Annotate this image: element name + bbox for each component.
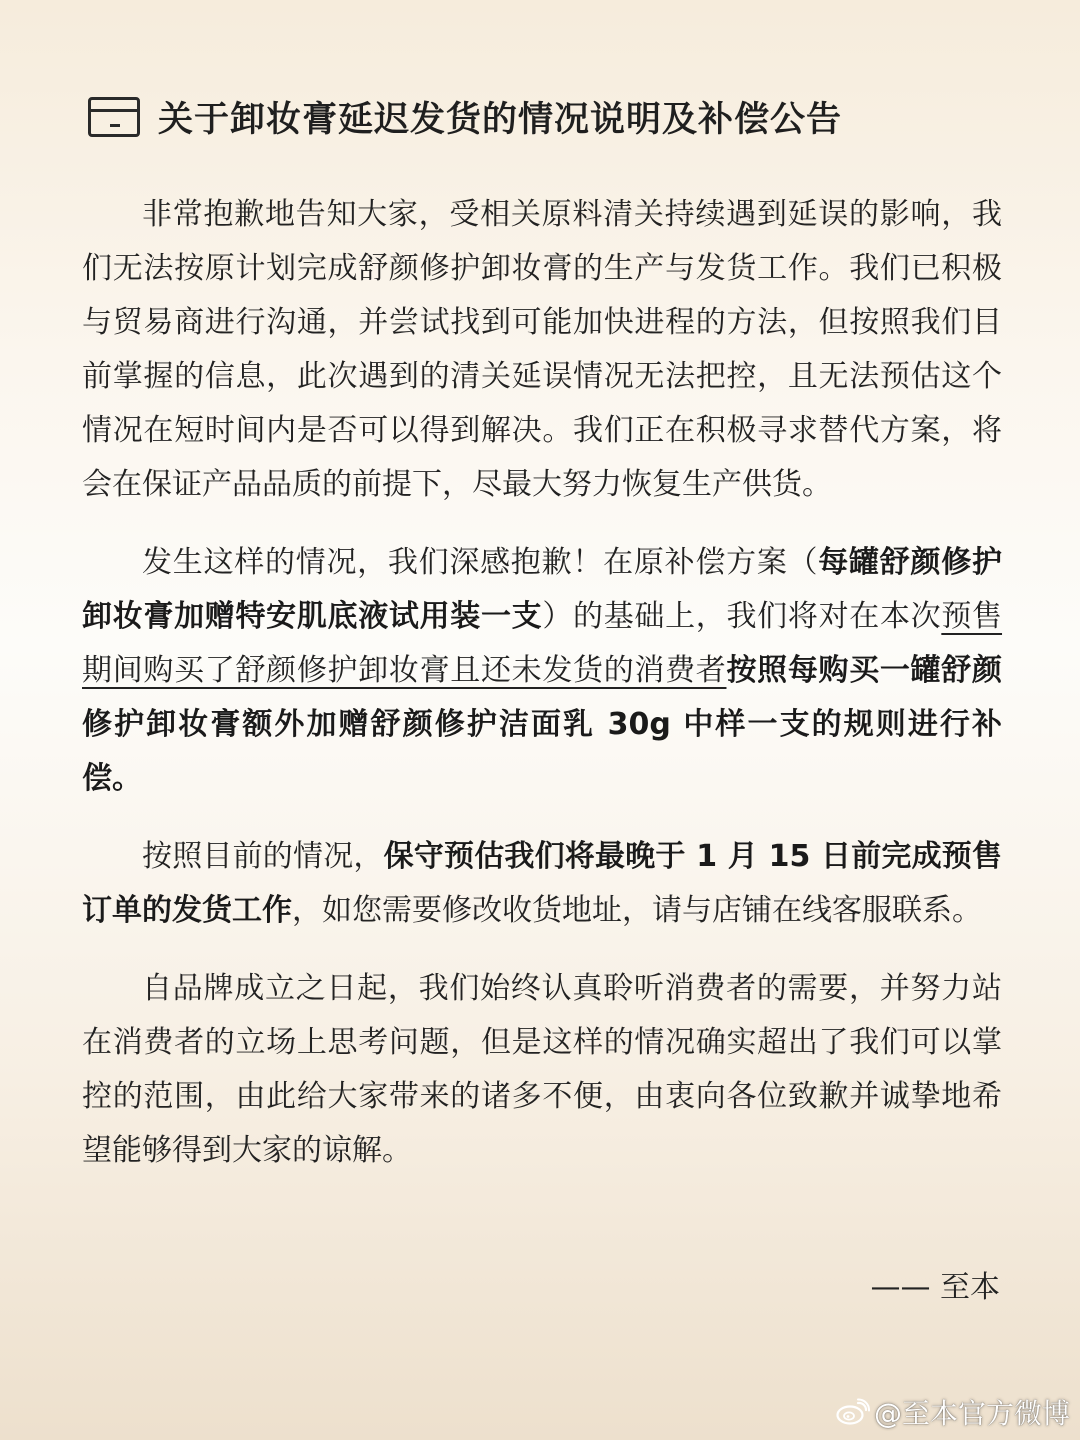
- announcement-body: [82, 188, 1002, 1178]
- original-compensation-text: 每罐舒颜修护卸妆膏加赠特安肌底液试用装一支: [82, 545, 1003, 634]
- paragraph-shipping: [82, 830, 1002, 938]
- weibo-icon: [836, 1398, 870, 1426]
- extra-compensation-text: 按照每购买一罐舒颜修护卸妆膏额外加赠舒颜修护洁面乳 30g 中样一支的规则进行补偿。: [82, 653, 1003, 796]
- page-title: 关于卸妆膏延迟发货的情况说明及补偿公告: [158, 100, 843, 140]
- watermark-text: @至本官方微博: [873, 1397, 1070, 1430]
- paragraph-apology: 非常抱歉地告知大家，受相关原料清关持续遇到延误的影响，我们无法按原计划完成舒颜修护卸妆膏的生产与发货工作。我们已积极与贸易商进行沟通，并尝试找到可能加快进程的方法，但按照我们目前掌握的信息，此次遇到的清关延误情况无法把控，且无法预估这个情况在短时间内是否可以得到解决。我们正在积极寻求替代方案，将会在保证产品品质的前提下，尽最大努力恢复生产供货。: [82, 197, 1002, 502]
- eligible-customers-text: 预售期间购买了舒颜修护卸妆膏且还未发货的消费者: [82, 599, 1003, 688]
- signature: —— 至本: [870, 1270, 1000, 1305]
- shipping-deadline-text: 保守预估我们将最晚于 1 月 15 日前完成预售订单的发货工作: [82, 839, 1003, 928]
- paragraph-compensation: [82, 536, 1002, 806]
- document-icon: [88, 97, 140, 137]
- shipping-contact-text: ，如您需要修改收货地址，请与店铺在线客服联系。: [292, 893, 982, 928]
- compensation-middle-text: ）的基础上，我们将对在本次: [542, 599, 942, 634]
- weibo-watermark: [836, 1392, 1070, 1432]
- paragraph-closing: 自品牌成立之日起，我们始终认真聆听消费者的需要，并努力站在消费者的立场上思考问题，但是这样的情况确实超出了我们可以掌控的范围，由此给大家带来的诸多不便，由衷向各位致歉并诚挚地希望能够得到大家的谅解。: [82, 971, 1002, 1168]
- shipping-intro-text: 按照目前的情况，: [142, 839, 384, 874]
- announcement-header: [88, 92, 842, 142]
- compensation-intro-text: 发生这样的情况，我们深感抱歉！在原补偿方案（: [142, 545, 819, 580]
